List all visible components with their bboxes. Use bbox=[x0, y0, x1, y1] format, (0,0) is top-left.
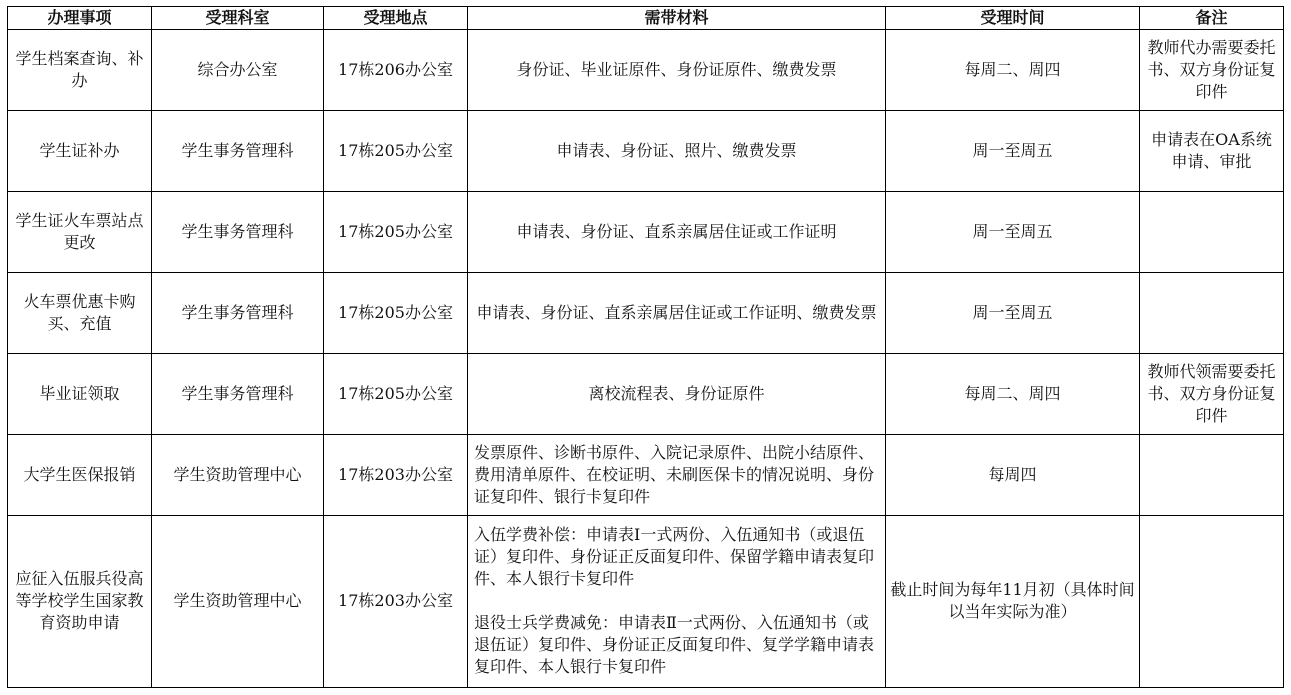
table-row bbox=[8, 272, 1284, 353]
cell-materials: 申请表、身份证、直系亲属居住证或工作证明 bbox=[468, 191, 886, 272]
cell-note bbox=[1140, 272, 1284, 353]
cell-materials bbox=[468, 515, 886, 687]
cell-location: 17栋203办公室 bbox=[324, 434, 468, 515]
cell-location: 17栋205办公室 bbox=[324, 191, 468, 272]
cell-materials: 身份证、毕业证原件、身份证原件、缴费发票 bbox=[468, 30, 886, 111]
materials-paragraph-tuition-waiver: 退役士兵学费减免：申请表Ⅱ一式两份、入伍通知书（或退伍证）复印件、身份证正反面复印件、复学学籍申请表复印件、本人银行卡复印件 bbox=[474, 613, 875, 677]
cell-location: 17栋205办公室 bbox=[324, 353, 468, 434]
table-row bbox=[8, 191, 1284, 272]
table-row bbox=[8, 30, 1284, 111]
cell-time: 周一至周五 bbox=[886, 110, 1140, 191]
cell-time: 每周二、周四 bbox=[886, 30, 1140, 111]
cell-item: 毕业证领取 bbox=[8, 353, 152, 434]
cell-time: 每周二、周四 bbox=[886, 353, 1140, 434]
cell-dept: 学生资助管理中心 bbox=[152, 434, 324, 515]
header-materials: 需带材料 bbox=[468, 7, 886, 30]
cell-dept: 学生事务管理科 bbox=[152, 191, 324, 272]
cell-location: 17栋203办公室 bbox=[324, 515, 468, 687]
service-table bbox=[7, 6, 1284, 688]
cell-note bbox=[1140, 515, 1284, 687]
cell-materials: 离校流程表、身份证原件 bbox=[468, 353, 886, 434]
cell-item: 学生证补办 bbox=[8, 110, 152, 191]
header-row bbox=[8, 7, 1284, 30]
cell-item: 学生证火车票站点更改 bbox=[8, 191, 152, 272]
cell-dept: 学生事务管理科 bbox=[152, 272, 324, 353]
cell-note: 教师代领需要委托书、双方身份证复印件 bbox=[1140, 353, 1284, 434]
cell-dept: 学生资助管理中心 bbox=[152, 515, 324, 687]
cell-item: 应征入伍服兵役高等学校学生国家教育资助申请 bbox=[8, 515, 152, 687]
cell-note: 申请表在OA系统申请、审批 bbox=[1140, 110, 1284, 191]
materials-paragraph-tuition-compensation: 入伍学费补偿：申请表Ⅰ一式两份、入伍通知书（或退伍证）复印件、身份证正反面复印件、保留学籍申请表复印件、本人银行卡复印件 bbox=[474, 525, 875, 589]
cell-materials: 申请表、身份证、直系亲属居住证或工作证明、缴费发票 bbox=[468, 272, 886, 353]
cell-item: 火车票优惠卡购买、充值 bbox=[8, 272, 152, 353]
cell-materials: 申请表、身份证、照片、缴费发票 bbox=[468, 110, 886, 191]
cell-time: 周一至周五 bbox=[886, 272, 1140, 353]
cell-location: 17栋206办公室 bbox=[324, 30, 468, 111]
header-dept: 受理科室 bbox=[152, 7, 324, 30]
cell-time: 截止时间为每年11月初（具体时间以当年实际为准） bbox=[886, 515, 1140, 687]
cell-note bbox=[1140, 191, 1284, 272]
cell-note: 教师代办需要委托书、双方身份证复印件 bbox=[1140, 30, 1284, 111]
header-note: 备注 bbox=[1140, 7, 1284, 30]
cell-location: 17栋205办公室 bbox=[324, 110, 468, 191]
table-row bbox=[8, 515, 1284, 687]
cell-location: 17栋205办公室 bbox=[324, 272, 468, 353]
cell-dept: 学生事务管理科 bbox=[152, 353, 324, 434]
table-row bbox=[8, 110, 1284, 191]
header-item: 办理事项 bbox=[8, 7, 152, 30]
cell-item: 大学生医保报销 bbox=[8, 434, 152, 515]
cell-materials: 发票原件、诊断书原件、入院记录原件、出院小结原件、费用清单原件、在校证明、未刷医保卡的情况说明、身份证复印件、银行卡复印件 bbox=[468, 434, 886, 515]
cell-note bbox=[1140, 434, 1284, 515]
table-row bbox=[8, 434, 1284, 515]
cell-item: 学生档案查询、补办 bbox=[8, 30, 152, 111]
cell-dept: 学生事务管理科 bbox=[152, 110, 324, 191]
cell-time: 周一至周五 bbox=[886, 191, 1140, 272]
paragraph-gap bbox=[474, 590, 879, 612]
header-time: 受理时间 bbox=[886, 7, 1140, 30]
cell-time: 每周四 bbox=[886, 434, 1140, 515]
table-row bbox=[8, 353, 1284, 434]
header-location: 受理地点 bbox=[324, 7, 468, 30]
cell-dept: 综合办公室 bbox=[152, 30, 324, 111]
